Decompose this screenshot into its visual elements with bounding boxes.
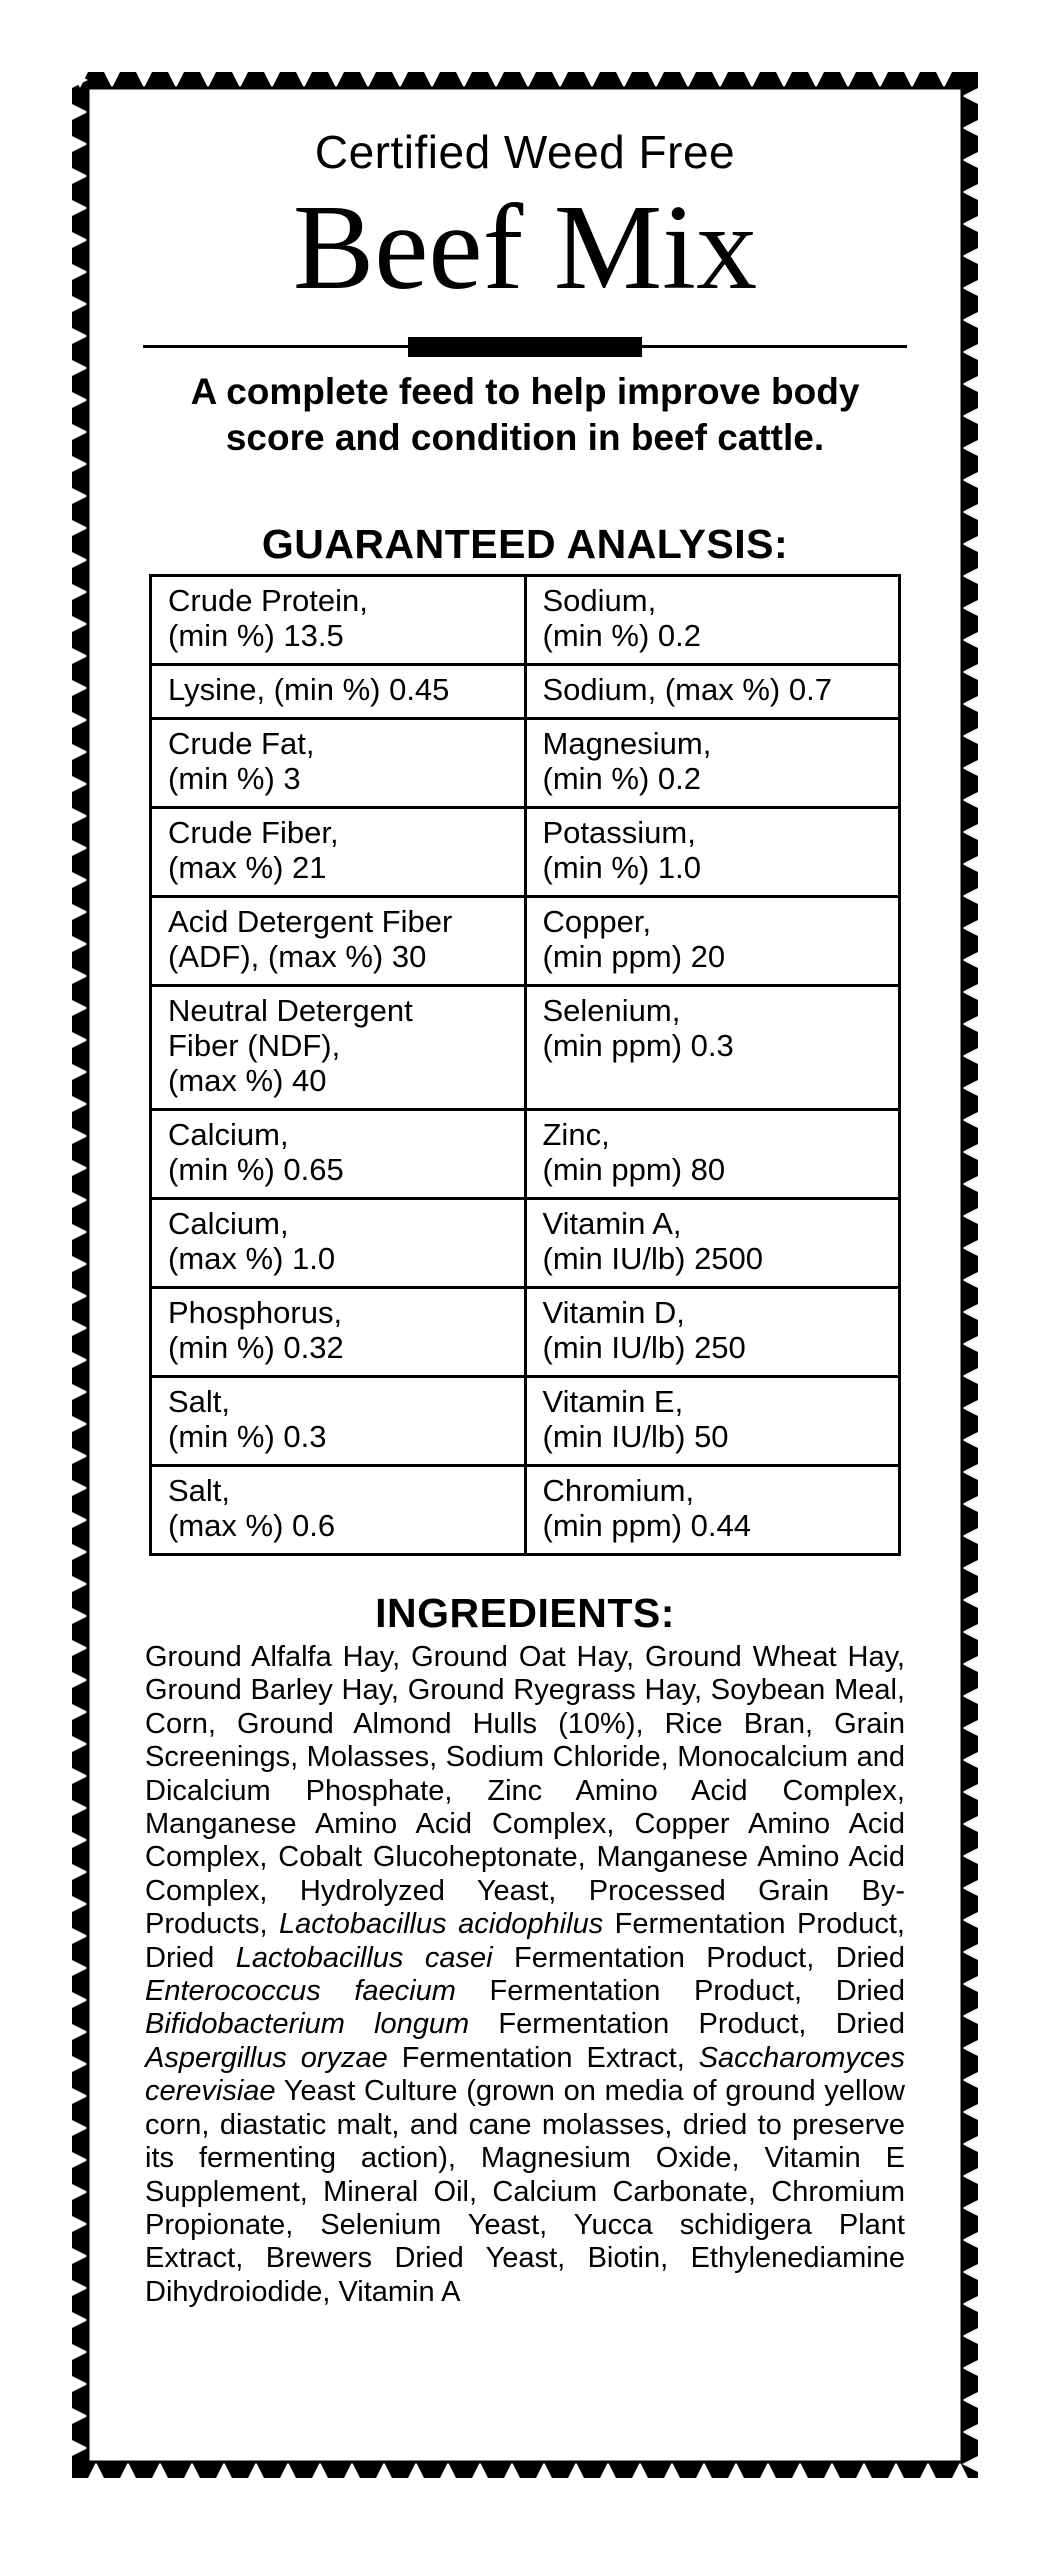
analysis-cell-right bbox=[525, 576, 900, 665]
analysis-cell-line: Phosphorus, bbox=[168, 1295, 343, 1330]
analysis-cell-line: (ADF), (max %) 30 bbox=[168, 939, 427, 974]
analysis-table bbox=[149, 574, 901, 1556]
tagline bbox=[145, 369, 905, 461]
analysis-cell-line: (min IU/lb) 2500 bbox=[542, 1241, 764, 1276]
tagline-line-1: A complete feed to help improve body bbox=[190, 371, 860, 412]
analysis-row bbox=[151, 1110, 900, 1199]
analysis-cell-line: (min %) 0.65 bbox=[168, 1152, 344, 1187]
analysis-cell-right bbox=[525, 1110, 900, 1199]
analysis-row bbox=[151, 1288, 900, 1377]
analysis-cell-line: Copper, bbox=[542, 904, 652, 939]
analysis-cell-line: (min ppm) 0.44 bbox=[542, 1508, 751, 1543]
analysis-row bbox=[151, 1199, 900, 1288]
analysis-cell-right bbox=[525, 665, 900, 719]
analysis-cell-right bbox=[525, 1377, 900, 1466]
ingredient-text-segment: Ground Alfalfa Hay, Ground Oat Hay, Ground Wheat Hay, Ground Barley Hay, Ground Ryegrass Hay, Soybean Meal, Corn, Ground Almond Hulls (10%), Rice Bran, Grain Screenings, Molasses, Sodium Chloride, Monocalcium and Dicalcium Phosphate, Zinc Amino Acid Complex, Manganese Amino Acid Complex, Copper Amino Acid Complex, Cobalt Glucoheptonate, Manganese Amino Acid Complex, Hydrolyzed Yeast, Processed Grain By-Products, bbox=[145, 1641, 905, 1941]
ingredient-text-segment: Fermentation Extract, bbox=[387, 2041, 699, 2074]
analysis-cell-right bbox=[525, 719, 900, 808]
analysis-row bbox=[151, 897, 900, 986]
analysis-cell-line: (min %) 13.5 bbox=[168, 618, 344, 653]
analysis-cell-line: (max %) 1.0 bbox=[168, 1241, 336, 1276]
analysis-cell-line: Calcium, bbox=[168, 1117, 289, 1152]
tagline-line-2: score and condition in beef cattle. bbox=[225, 417, 825, 458]
analysis-cell-right bbox=[525, 1199, 900, 1288]
analysis-row bbox=[151, 1466, 900, 1555]
subtitle: Certified Weed Free bbox=[314, 126, 736, 178]
analysis-cell-line: Crude Protein, bbox=[168, 583, 368, 618]
analysis-cell-line: Sodium, bbox=[542, 583, 657, 618]
analysis-cell-line: (min ppm) 80 bbox=[542, 1152, 726, 1187]
ingredient-italic-term: Enterococcus faecium bbox=[145, 1975, 456, 2008]
ingredient-italic-term: Bifidobacterium longum bbox=[145, 2008, 470, 2041]
analysis-cell-left bbox=[151, 1377, 526, 1466]
analysis-cell-line: Vitamin E, bbox=[542, 1384, 684, 1419]
analysis-cell-line: Lysine, (min %) 0.45 bbox=[168, 672, 450, 707]
analysis-row bbox=[151, 719, 900, 808]
analysis-cell-line: (max %) 40 bbox=[168, 1063, 327, 1098]
analysis-cell-left bbox=[151, 1288, 526, 1377]
ingredient-italic-term: Saccharomyces cerevisiae bbox=[145, 2041, 905, 2108]
analysis-cell-line: (min IU/lb) 250 bbox=[542, 1330, 746, 1365]
divider-thick-bar bbox=[408, 337, 642, 357]
analysis-cell-left bbox=[151, 808, 526, 897]
analysis-cell-right bbox=[525, 1288, 900, 1377]
analysis-cell-left bbox=[151, 1466, 526, 1555]
analysis-cell-line: Sodium, (max %) 0.7 bbox=[542, 672, 832, 707]
analysis-row bbox=[151, 1377, 900, 1466]
analysis-cell-left bbox=[151, 1199, 526, 1288]
analysis-cell-right bbox=[525, 986, 900, 1110]
analysis-cell-left bbox=[151, 665, 526, 719]
analysis-cell-line: Acid Detergent Fiber bbox=[168, 904, 453, 939]
analysis-cell-left bbox=[151, 719, 526, 808]
analysis-cell-left bbox=[151, 576, 526, 665]
analysis-cell-line: (min %) 0.2 bbox=[542, 618, 701, 653]
ingredient-italic-term: Aspergillus oryzae bbox=[145, 2041, 388, 2074]
analysis-cell-line: Fiber (NDF), bbox=[168, 1028, 341, 1063]
analysis-cell-line: Salt, bbox=[168, 1473, 231, 1508]
analysis-row bbox=[151, 808, 900, 897]
analysis-cell-line: Chromium, bbox=[542, 1473, 695, 1508]
analysis-cell-right bbox=[525, 1466, 900, 1555]
analysis-row bbox=[151, 665, 900, 719]
analysis-cell-line: (min %) 1.0 bbox=[542, 850, 701, 885]
analysis-cell-right bbox=[525, 897, 900, 986]
analysis-cell-line: Crude Fiber, bbox=[168, 815, 339, 850]
analysis-cell-line: (max %) 21 bbox=[168, 850, 327, 885]
analysis-cell-line: (min %) 3 bbox=[168, 761, 301, 796]
analysis-cell-line: Potassium, bbox=[542, 815, 696, 850]
label-content bbox=[145, 115, 905, 2309]
analysis-row bbox=[151, 986, 900, 1110]
analysis-heading: GUARANTEED ANALYSIS: bbox=[261, 521, 789, 567]
analysis-cell-line: Salt, bbox=[168, 1384, 231, 1419]
analysis-cell-line: (min IU/lb) 50 bbox=[542, 1419, 729, 1454]
ingredient-italic-term: Lactobacillus acidophilus bbox=[278, 1908, 604, 1941]
ingredient-italic-term: Lactobacillus casei bbox=[235, 1941, 493, 1974]
analysis-cell-left bbox=[151, 986, 526, 1110]
analysis-cell-line: (min %) 0.2 bbox=[542, 761, 701, 796]
ingredient-text-segment: Fermentation Product, Dried bbox=[145, 1908, 905, 1974]
ingredient-text-segment: Fermentation Product, Dried bbox=[455, 1975, 905, 2008]
analysis-cell-line: Zinc, bbox=[542, 1117, 610, 1152]
analysis-cell-line: Selenium, bbox=[542, 993, 681, 1028]
analysis-cell-left bbox=[151, 1110, 526, 1199]
ingredient-text-segment: Yeast Culture (grown on media of ground yellow corn, diastatic malt, and cane molasses, dried to preserve its fermenting action), Magnesium Oxide, Vitamin E Supplement, Mineral Oil, Calcium Carbonate, Chromium Propionate, Selenium Yeast, Yucca schidigera Plant Extract, Brewers Dried Yeast, Biotin, Ethylenediamine Dihydroiodide, Vitamin A bbox=[145, 2075, 905, 2308]
ingredients-text bbox=[145, 1641, 905, 2309]
analysis-cell-line: Calcium, bbox=[168, 1206, 289, 1241]
analysis-cell-line: (min ppm) 0.3 bbox=[542, 1028, 734, 1063]
analysis-cell-line: Vitamin A, bbox=[542, 1206, 682, 1241]
ingredient-text-segment: Fermentation Product, Dried bbox=[469, 2008, 905, 2041]
analysis-cell-line: (min ppm) 20 bbox=[542, 939, 726, 974]
ingredient-text-segment: Fermentation Product, Dried bbox=[492, 1941, 906, 1974]
analysis-cell-line: (max %) 0.6 bbox=[168, 1508, 336, 1543]
analysis-cell-left bbox=[151, 897, 526, 986]
analysis-cell-line: (min %) 0.32 bbox=[168, 1330, 344, 1365]
analysis-cell-line: Vitamin D, bbox=[542, 1295, 685, 1330]
ingredients-heading: INGREDIENTS: bbox=[375, 1590, 675, 1636]
analysis-cell-line: (min %) 0.3 bbox=[168, 1419, 327, 1454]
analysis-cell-line: Magnesium, bbox=[542, 726, 712, 761]
product-title: Beef Mix bbox=[292, 180, 758, 315]
analysis-cell-line: Neutral Detergent bbox=[168, 993, 413, 1028]
analysis-cell-line: Crude Fat, bbox=[168, 726, 315, 761]
analysis-cell-right bbox=[525, 808, 900, 897]
title-divider bbox=[145, 337, 905, 359]
analysis-row bbox=[151, 576, 900, 665]
